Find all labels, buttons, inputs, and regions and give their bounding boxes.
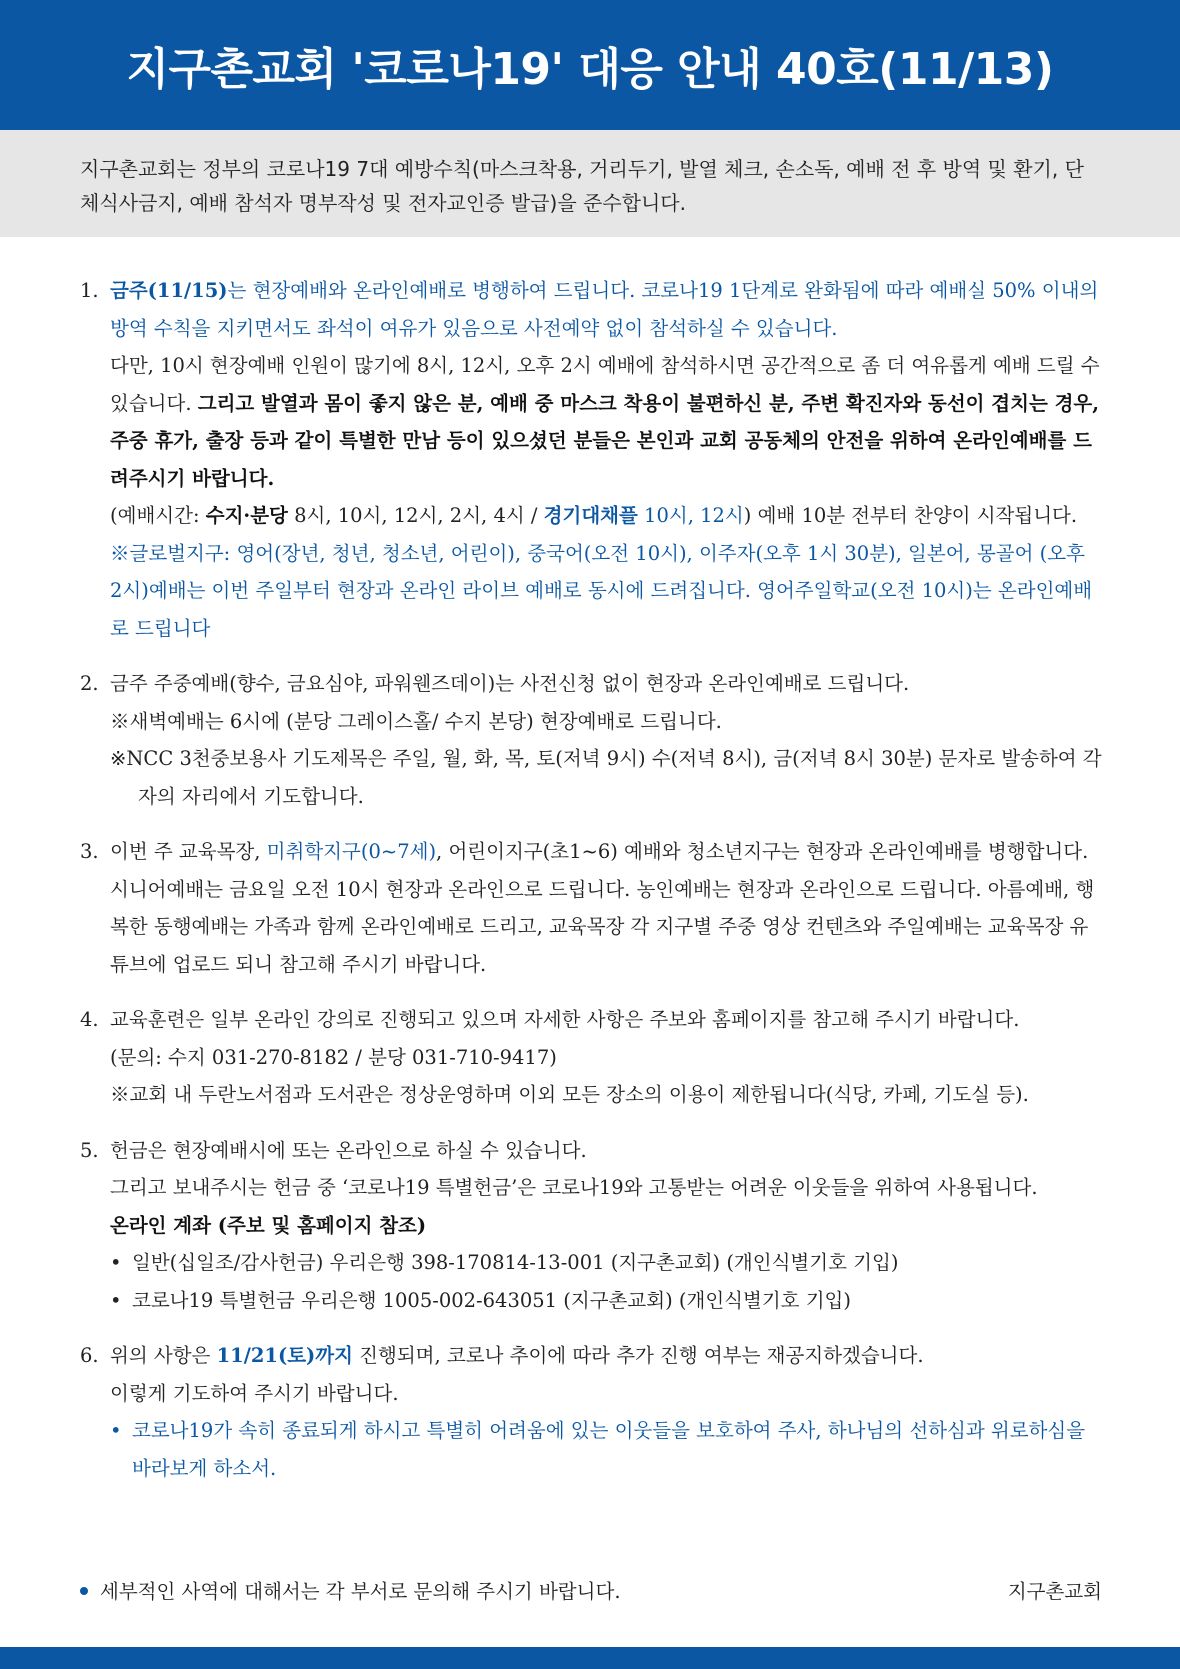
schedule-location-suji: 수지·분당 bbox=[205, 504, 288, 527]
item-number: 3. bbox=[80, 840, 99, 863]
item-6-para-1 bbox=[110, 1337, 1102, 1375]
item-2-para-1: 금주 주중예배(향수, 금요심야, 파워웬즈데이)는 사전신청 없이 현장과 온라인예배로 드립니다. bbox=[110, 672, 910, 695]
item-number: 1. bbox=[80, 279, 99, 302]
notice-item-3 bbox=[80, 833, 1102, 983]
bullet-dot-icon bbox=[80, 1587, 88, 1595]
signature: 지구촌교회 bbox=[1007, 1580, 1102, 1603]
item-5-para-1: 헌금은 현장예배시에 또는 온라인으로 하실 수 있습니다. bbox=[110, 1138, 587, 1162]
item-number: 6. bbox=[80, 1344, 99, 1367]
item-number: 5. bbox=[80, 1138, 99, 1162]
schedule-suffix: ) 예배 10분 전부터 찬양이 시작됩니다. bbox=[743, 504, 1078, 527]
bottom-bar bbox=[0, 1647, 1180, 1669]
notice-list bbox=[80, 272, 1102, 1505]
item-number: 4. bbox=[80, 1008, 99, 1031]
item-1-para-2-text: 다만, 10시 현장예배 인원이 많기에 8시, 12시, 오후 2시 예배에 참석하시면 공간적으로 좀 더 여유롭게 예배 드릴 수 있습니다. bbox=[110, 354, 1100, 415]
account-general: • 일반(십일조/감사헌금) 우리은행 398-170814-13-001 (지구촌교회) (개인식별기호 기입) bbox=[110, 1244, 1102, 1282]
item-3-text-a: 이번 주 교육목장, bbox=[110, 840, 267, 863]
schedule-chapel-times: 10시, 12시 bbox=[637, 504, 744, 527]
item-6-para-2: 이렇게 기도하여 주시기 바랍니다. bbox=[110, 1381, 399, 1405]
item-3-highlight: 미취학지구(0~7세) bbox=[266, 840, 437, 863]
notice-item-2 bbox=[80, 665, 1102, 815]
item-1-text: 는 현장예배와 온라인예배로 병행하여 드립니다. 코로나19 1단계로 완화됨에 따라 예배실 50% 이내의 방역 수칙을 지키면서도 좌석이 여유가 있음으로 사전예약 없이 참석하실 수 있습니다. bbox=[110, 279, 1099, 340]
item-1-para-1 bbox=[110, 272, 1102, 347]
notice-item-1 bbox=[80, 272, 1102, 647]
item-4-para-1: 교육훈련은 일부 온라인 강의로 진행되고 있으며 자세한 사항은 주보와 홈페이지를 참고해 주시기 바랍니다. bbox=[110, 1008, 1020, 1031]
item-1-para-3 bbox=[110, 497, 1102, 535]
item-4-para-3: ※교회 내 두란노서점과 도서관은 정상운영하며 이외 모든 장소의 이용이 제한됩니다(식당, 카페, 기도실 등). bbox=[110, 1083, 1029, 1106]
notice-item-4 bbox=[80, 1001, 1102, 1114]
prayer-bullet: • 코로나19가 속히 종료되게 하시고 특별히 어려움에 있는 이웃들을 보호하여 주사, 하나님의 선하심과 위로하심을 바라보게 하소서. bbox=[110, 1412, 1102, 1487]
item-1-date: 금주(11/15) bbox=[110, 279, 228, 302]
item-2-para-2: ※새벽예배는 6시에 (분당 그레이스홀/ 수지 본당) 현장예배로 드립니다. bbox=[110, 709, 722, 733]
schedule-prefix: (예배시간: bbox=[110, 504, 206, 527]
online-account-heading: 온라인 계좌 (주보 및 홈페이지 참조) bbox=[110, 1213, 427, 1237]
intro-box bbox=[0, 130, 1180, 237]
notice-item-6 bbox=[80, 1337, 1102, 1487]
header-banner bbox=[0, 0, 1180, 130]
item-1-para-4: ※글로벌지구: 영어(장년, 청년, 청소년, 어린이), 중국어(오전 10시), 이주자(오후 1시 30분), 일본어, 몽골어 (오후 2시)예배는 이번 주일부터 현장과 온라인 라이브 예배로 동시에 드려집니다. 영어주일학교(오전 10시)는 온라인예배로 드립니다 bbox=[110, 541, 1093, 640]
page-title: 지구촌교회 '코로나19' 대응 안내 40호(11/13) bbox=[126, 44, 1054, 95]
footer-note bbox=[80, 1575, 1102, 1609]
item-6-text-a: 위의 사항은 bbox=[110, 1344, 217, 1367]
item-5-para-2: 그리고 보내주시는 헌금 중 ‘코로나19 특별헌금’은 코로나19와 고통받는 어려운 이웃들을 위하여 사용됩니다. bbox=[110, 1176, 1038, 1199]
notice-item-5 bbox=[80, 1132, 1102, 1320]
account-special: • 코로나19 특별헌금 우리은행 1005-002-643051 (지구촌교회) (개인식별기호 기입) bbox=[110, 1282, 1102, 1320]
item-6-date: 11/21(토)까지 bbox=[216, 1344, 353, 1367]
footer-note-text: 세부적인 사역에 대해서는 각 부서로 문의해 주시기 바랍니다. bbox=[100, 1580, 621, 1603]
item-3-text-c: , 어린이지구(초1~6) 예배와 청소년지구는 현장과 온라인예배를 병행합니다. 시니어예배는 금요일 오전 10시 현장과 온라인으로 드립니다. 농인예배는 현장과 온라인으로 드립니다. 아름예배, 행복한 동행예배는 가족과 함께 온라인예배로 드리고, 교육목장 각 지구별 주중 영상 컨텐츠와 주일예배는 교육목장 유튜브에 업로드 되니 참고해 주시기 바랍니다. bbox=[110, 840, 1095, 976]
item-6-text-c: 진행되며, 코로나 추이에 따라 추가 진행 여부는 재공지하겠습니다. bbox=[352, 1344, 924, 1367]
item-3-para-1 bbox=[110, 833, 1102, 983]
item-number: 2. bbox=[80, 672, 99, 695]
item-1-para-2 bbox=[110, 347, 1102, 497]
schedule-location-chapel: 경기대채플 bbox=[543, 504, 638, 527]
item-4-contact: (문의: 수지 031-270-8182 / 분당 031-710-9417) bbox=[110, 1045, 557, 1069]
item-1-para-2-bold: 그리고 발열과 몸이 좋지 않은 분, 예배 중 마스크 착용이 불편하신 분, 주변 확진자와 동선이 겹치는 경우, 주중 휴가, 출장 등과 같이 특별한 만남 등이 있으셨던 분들은 본인과 교회 공동체의 안전을 위하여 온라인예배를 드려주시기 바랍니다. bbox=[110, 391, 1100, 490]
schedule-times: 8시, 10시, 12시, 2시, 4시 / bbox=[287, 504, 544, 527]
item-2-para-3: ※NCC 3천중보용사 기도제목은 주일, 월, 화, 목, 토(저녁 9시) 수(저녁 8시), 금(저녁 8시 30분) 문자로 발송하여 각자의 자리에서 기도합니다. bbox=[110, 747, 1102, 808]
intro-text: 지구촌교회는 정부의 코로나19 7대 예방수칙(마스크착용, 거리두기, 발열 체크, 손소독, 예배 전 후 방역 및 환기, 단체식사금지, 예배 참석자 명부작성 및 전자교인증 발급)을 준수합니다. bbox=[80, 157, 1084, 215]
